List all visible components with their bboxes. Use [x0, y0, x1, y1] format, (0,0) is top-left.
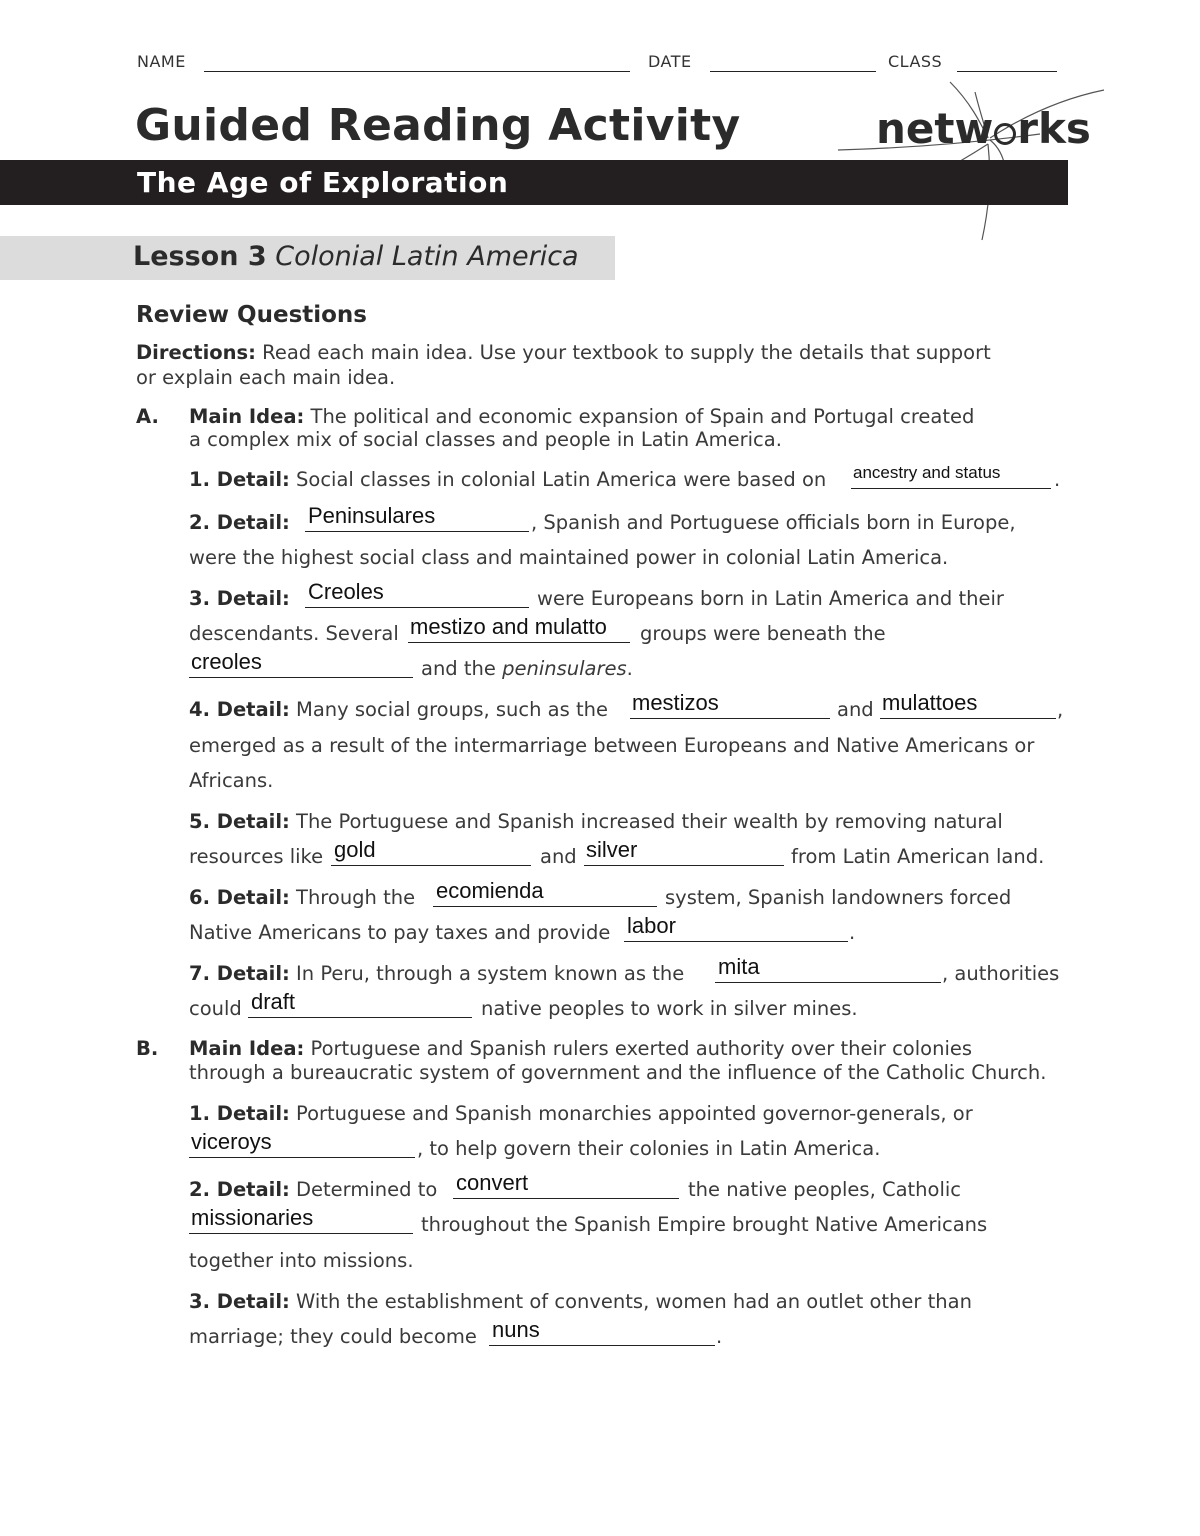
a-detail-3-blank-1[interactable]	[305, 607, 529, 608]
a-detail-3-answer-3: creoles	[191, 649, 262, 674]
a-detail-2-blank[interactable]	[305, 531, 529, 532]
a-detail-2-text-1: , Spanish and Portuguese officials born in Europe,	[531, 511, 1016, 534]
b-detail-3-text-2: marriage; they could become	[189, 1325, 477, 1348]
a-detail-4-text-4: emerged as a result of the intermarriage between Europeans and Native Americans or	[189, 734, 1035, 757]
a-detail-4-blank-2[interactable]	[880, 718, 1056, 719]
a-detail-2-label-text: 2. Detail:	[189, 511, 290, 534]
b-detail-2-answer-1: convert	[456, 1170, 529, 1195]
date-label: DATE	[648, 52, 692, 71]
a-detail-4-text-5: Africans.	[189, 769, 274, 792]
main-idea-b-line-1	[189, 1037, 972, 1061]
page-title: Guided Reading Activity	[135, 100, 741, 151]
name-field[interactable]	[204, 71, 630, 72]
a-detail-5-text-4: from Latin American land.	[791, 845, 1045, 868]
a-detail-7-text-2: , authorities	[942, 962, 1060, 985]
section-title: Review Questions	[136, 302, 367, 328]
b-detail-1-answer: viceroys	[191, 1129, 272, 1154]
a-detail-4-blank-1[interactable]	[630, 718, 830, 719]
chapter-title: The Age of Exploration	[137, 166, 509, 199]
b-detail-3-answer: nuns	[492, 1317, 540, 1342]
b-detail-2-blank-1[interactable]	[453, 1198, 679, 1199]
a-detail-1-text	[189, 468, 826, 492]
a-detail-1-answer: ancestry and status	[853, 463, 1001, 482]
b-detail-2-text-3: throughout the Spanish Empire brought Native Americans	[421, 1213, 988, 1236]
a-detail-1-text-1: Social classes in colonial Latin America were based on	[289, 468, 827, 491]
a-detail-4-line-1	[189, 698, 608, 722]
a-detail-7-label: 7. Detail:	[189, 962, 290, 985]
a-detail-7-text-1: In Peru, through a system known as the	[289, 962, 685, 985]
a-detail-5-blank-2[interactable]	[584, 865, 784, 866]
a-detail-5-label: 5. Detail:	[189, 810, 290, 833]
networks-logo-graphic	[830, 72, 1110, 244]
b-detail-1-line-1	[189, 1102, 973, 1126]
a-detail-3-answer-1: Creoles	[308, 579, 384, 604]
a-detail-6-answer-1: ecomienda	[436, 878, 544, 903]
b-detail-2-text-4: together into missions.	[189, 1249, 414, 1272]
a-detail-3-label	[189, 587, 290, 611]
a-detail-3-answer-2: mestizo and mulatto	[410, 614, 607, 639]
a-detail-5-text-1: The Portuguese and Spanish increased their wealth by removing natural	[289, 810, 1003, 833]
a-detail-3-blank-2[interactable]	[408, 642, 630, 643]
a-detail-7-text-3: could	[189, 997, 242, 1020]
a-detail-3-text-4a: and the	[421, 657, 496, 680]
logo-text-left: netw	[876, 104, 994, 153]
a-detail-6-blank-1[interactable]	[433, 906, 657, 907]
a-detail-6-answer-2: labor	[627, 913, 676, 938]
a-detail-7-answer-1: mita	[718, 954, 760, 979]
b-detail-2-line-1	[189, 1178, 437, 1202]
a-detail-5-text-2: resources like	[189, 845, 324, 868]
main-idea-b-text-1: Portuguese and Spanish rulers exerted authority over their colonies	[304, 1037, 973, 1060]
a-detail-1-end: .	[1054, 468, 1061, 491]
a-detail-6-text-1: Through the	[289, 886, 416, 909]
a-detail-5-answer-1: gold	[334, 837, 376, 862]
b-detail-2-label: 2. Detail:	[189, 1178, 290, 1201]
b-detail-2-blank-2[interactable]	[189, 1233, 413, 1234]
main-idea-a-label: Main Idea:	[189, 405, 305, 428]
b-detail-3-label: 3. Detail:	[189, 1290, 290, 1313]
b-detail-1-text-2: , to help govern their colonies in Latin America.	[417, 1137, 881, 1160]
a-detail-3-text-4	[421, 657, 633, 681]
a-detail-6-text-2: system, Spanish landowners forced	[665, 886, 1012, 909]
a-detail-2-label	[189, 511, 290, 535]
lesson-title	[133, 241, 579, 272]
a-detail-4-text-1: Many social groups, such as the	[289, 698, 608, 721]
a-detail-5-blank-1[interactable]	[331, 865, 531, 866]
main-idea-a-text-2: a complex mix of social classes and people in Latin America.	[189, 428, 782, 451]
a-detail-6-label: 6. Detail:	[189, 886, 290, 909]
main-idea-b-letter: B.	[136, 1037, 159, 1060]
a-detail-6-line-1	[189, 886, 415, 910]
a-detail-6-blank-2[interactable]	[624, 941, 848, 942]
b-detail-2-answer-2: missionaries	[191, 1205, 314, 1230]
a-detail-7-text-4: native peoples to work in silver mines.	[481, 997, 858, 1020]
a-detail-1-blank[interactable]	[851, 488, 1051, 489]
a-detail-7-blank-1[interactable]	[715, 982, 941, 983]
name-label: NAME	[137, 52, 186, 71]
main-idea-b-text-2: through a bureaucratic system of government and the influence of the Catholic Church.	[189, 1061, 1047, 1084]
directions-label: Directions:	[136, 341, 256, 364]
main-idea-b-label: Main Idea:	[189, 1037, 305, 1060]
a-detail-5-line-1	[189, 810, 1003, 834]
directions-line-1	[136, 341, 991, 365]
a-detail-4-text-2: and	[837, 698, 874, 721]
a-detail-2-answer: Peninsulares	[308, 503, 436, 528]
lesson-name: Colonial Latin America	[275, 241, 579, 272]
class-label: CLASS	[888, 52, 943, 71]
a-detail-4-text-3: ,	[1057, 698, 1064, 721]
networks-logo	[876, 104, 1091, 153]
a-detail-3-text-2: descendants. Several	[189, 622, 399, 645]
directions-text-1: Read each main idea. Use your textbook to supply the details that support	[255, 341, 991, 364]
a-detail-4-label: 4. Detail:	[189, 698, 290, 721]
main-idea-a-line-1	[189, 405, 974, 429]
b-detail-3-text-3: .	[716, 1325, 723, 1348]
a-detail-1-label: 1. Detail:	[189, 468, 290, 491]
a-detail-7-line-1	[189, 962, 684, 986]
logo-text-right: rks	[1017, 104, 1091, 153]
a-detail-4-answer-1: mestizos	[632, 690, 719, 715]
b-detail-1-text-1: Portuguese and Spanish monarchies appointed governor-generals, or	[289, 1102, 973, 1125]
a-detail-7-blank-2[interactable]	[248, 1017, 472, 1018]
a-detail-6-text-4: .	[849, 921, 856, 944]
a-detail-2-text-2: were the highest social class and maintained power in colonial Latin America.	[189, 546, 949, 569]
lesson-number: Lesson 3	[133, 241, 267, 272]
b-detail-2-text-2: the native peoples, Catholic	[688, 1178, 962, 1201]
logo-o-icon	[994, 123, 1016, 145]
a-detail-4-answer-2: mulattoes	[882, 690, 978, 715]
a-detail-3-text-4b: peninsulares	[502, 657, 627, 680]
a-detail-3-text-3: groups were beneath the	[640, 622, 886, 645]
a-detail-3-label-text: 3. Detail:	[189, 587, 290, 610]
b-detail-3-text-1: With the establishment of convents, women had an outlet other than	[289, 1290, 972, 1313]
a-detail-3-blank-3[interactable]	[189, 677, 413, 678]
b-detail-1-blank[interactable]	[189, 1157, 415, 1158]
b-detail-2-text-1: Determined to	[289, 1178, 438, 1201]
a-detail-7-answer-2: draft	[251, 989, 296, 1014]
main-idea-a-letter: A.	[136, 405, 159, 428]
b-detail-3-blank[interactable]	[489, 1345, 715, 1346]
directions-text-2: or explain each main idea.	[136, 366, 396, 389]
a-detail-5-text-3: and	[540, 845, 577, 868]
a-detail-3-text-1: were Europeans born in Latin America and their	[537, 587, 1004, 610]
a-detail-5-answer-2: silver	[586, 837, 638, 862]
b-detail-1-label: 1. Detail:	[189, 1102, 290, 1125]
a-detail-3-text-4c: .	[626, 657, 633, 680]
a-detail-6-text-3: Native Americans to pay taxes and provide	[189, 921, 611, 944]
b-detail-3-line-1	[189, 1290, 972, 1314]
main-idea-a-text-1: The political and economic expansion of Spain and Portugal created	[304, 405, 975, 428]
